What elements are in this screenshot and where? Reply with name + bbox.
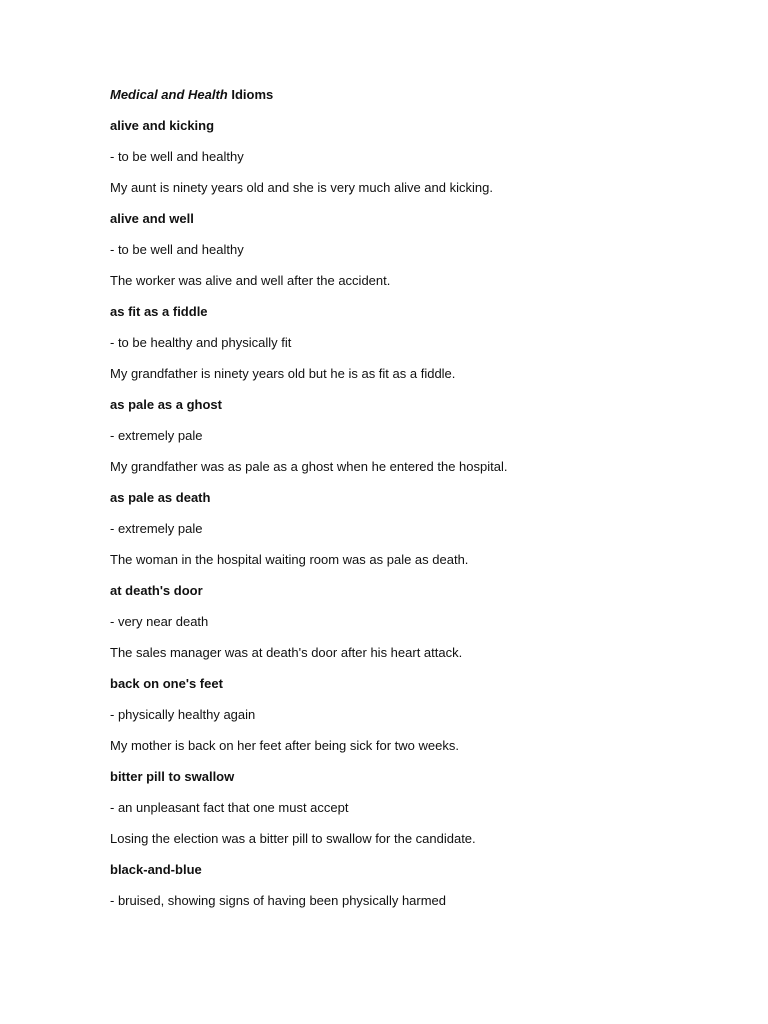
idiom-term: back on one's feet bbox=[110, 676, 223, 691]
idiom-definition: - to be well and healthy bbox=[110, 242, 244, 257]
document-body bbox=[110, 86, 730, 923]
idiom-definition: - bruised, showing signs of having been physically harmed bbox=[110, 893, 447, 908]
idiom-example: The worker was alive and well after the accident. bbox=[110, 273, 391, 288]
idiom-term: alive and well bbox=[110, 211, 194, 226]
idiom-definition: - very near death bbox=[110, 614, 209, 629]
document-title bbox=[110, 86, 730, 117]
idiom-term: as fit as a fiddle bbox=[110, 304, 208, 319]
idiom-example: Losing the election was a bitter pill to swallow for the candidate. bbox=[110, 831, 476, 846]
title-rest-part: Idioms bbox=[227, 87, 274, 102]
idiom-example: The woman in the hospital waiting room was as pale as death. bbox=[110, 552, 469, 567]
idiom-term: black-and-blue bbox=[110, 862, 202, 877]
idiom-definition: - to be well and healthy bbox=[110, 149, 244, 164]
idiom-term: as pale as death bbox=[110, 490, 211, 505]
idiom-example: My grandfather was as pale as a ghost when he entered the hospital. bbox=[110, 459, 508, 474]
idiom-definition: - physically healthy again bbox=[110, 707, 256, 722]
idiom-definition: - extremely pale bbox=[110, 521, 203, 536]
idiom-example: My mother is back on her feet after being sick for two weeks. bbox=[110, 738, 459, 753]
idiom-example: My grandfather is ninety years old but he is as fit as a fiddle. bbox=[110, 366, 456, 381]
idiom-term: at death's door bbox=[110, 583, 203, 598]
title-italic-part: Medical and Health bbox=[110, 87, 228, 102]
idiom-definition: - to be healthy and physically fit bbox=[110, 335, 292, 350]
idiom-definition: - an unpleasant fact that one must accept bbox=[110, 800, 349, 815]
idiom-term: as pale as a ghost bbox=[110, 397, 222, 412]
idiom-term: bitter pill to swallow bbox=[110, 769, 235, 784]
idiom-term: alive and kicking bbox=[110, 118, 215, 133]
idiom-example: My aunt is ninety years old and she is very much alive and kicking. bbox=[110, 180, 493, 195]
idiom-example: The sales manager was at death's door after his heart attack. bbox=[110, 645, 463, 660]
idiom-definition: - extremely pale bbox=[110, 428, 203, 443]
